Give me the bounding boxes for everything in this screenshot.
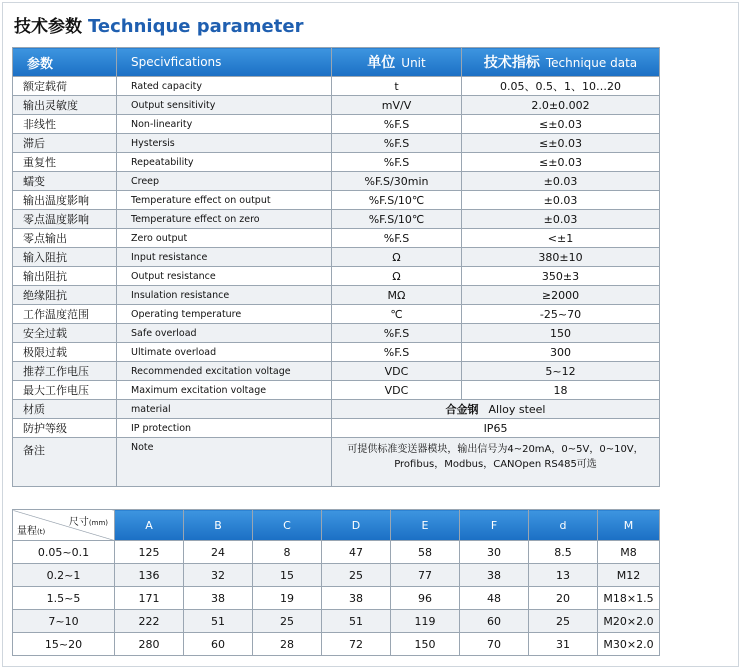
spec-en: Zero output [117,229,332,248]
spec-en: Creep [117,172,332,191]
spec-cn: 输出阻抗 [13,267,117,286]
spec-row [13,381,660,400]
dims-cell: 8 [253,541,322,564]
dims-cell: 48 [460,587,529,610]
spec-en: Temperature effect on zero [117,210,332,229]
dims-cell: 51 [322,610,391,633]
spec-unit: %F.S/10℃ [332,210,462,229]
spec-unit: ℃ [332,305,462,324]
spec-en: Output resistance [117,267,332,286]
spec-cn: 蠕变 [13,172,117,191]
spec-unit: %F.S/10℃ [332,191,462,210]
spec-cn: 材质 [13,400,117,419]
spec-cn: 输入阻抗 [13,248,117,267]
spec-unit: Ω [332,267,462,286]
spec-row-protection [13,419,660,438]
dims-cell: 70 [460,633,529,656]
dims-col-header: F [460,510,529,541]
dims-range: 0.2~1 [13,564,115,587]
spec-value: ±0.03 [462,172,660,191]
spec-en: IP protection [117,419,332,438]
spec-unit: %F.S/30min [332,172,462,191]
spec-en: Ultimate overload [117,343,332,362]
dims-row [13,633,660,656]
spec-cn: 绝缘阻抗 [13,286,117,305]
dims-col-header: A [115,510,184,541]
spec-en: Input resistance [117,248,332,267]
spec-value: 0.05、0.5、1、10…20 [462,77,660,96]
dims-cell: 171 [115,587,184,610]
dims-cell: 8.5 [529,541,598,564]
dims-cell: 72 [322,633,391,656]
dims-cell: 136 [115,564,184,587]
spec-cn: 额定载荷 [13,77,117,96]
spec-value: 150 [462,324,660,343]
notes-value [332,438,660,487]
spec-value: ≤±0.03 [462,115,660,134]
spec-unit: MΩ [332,286,462,305]
spec-row-material [13,400,660,419]
dims-cell: 119 [391,610,460,633]
spec-row [13,267,660,286]
spec-row [13,191,660,210]
spec-en: Safe overload [117,324,332,343]
spec-unit: %F.S [332,343,462,362]
dims-cell: 60 [184,633,253,656]
spec-header-row [13,48,660,77]
dims-header-row [13,510,660,541]
dims-cell: 28 [253,633,322,656]
corner-range-text: 量程 [17,526,37,537]
spec-value: 350±3 [462,267,660,286]
dims-range: 15~20 [13,633,115,656]
spec-unit: %F.S [332,324,462,343]
spec-cn: 极限过载 [13,343,117,362]
corner-size-label [69,513,108,528]
header-specs: Specivfications [117,48,332,77]
spec-row-notes [13,438,660,487]
dims-cell: 51 [184,610,253,633]
spec-en: Repeatability [117,153,332,172]
spec-value: ±0.03 [462,210,660,229]
spec-en: Hystersis [117,134,332,153]
dims-cell: M18×1.5 [598,587,660,610]
notes-line-1: 可提供标准变送器模块，输出信号为4~20mA，0~5V，0~10V， [347,444,644,455]
dims-cell: 31 [529,633,598,656]
spec-row [13,324,660,343]
dims-row [13,610,660,633]
dims-col-header: C [253,510,322,541]
dims-range: 0.05~0.1 [13,541,115,564]
dims-cell: 47 [322,541,391,564]
spec-unit: VDC [332,362,462,381]
dims-col-header: d [529,510,598,541]
dims-cell: M30×2.0 [598,633,660,656]
spec-row [13,286,660,305]
spec-value: ≤±0.03 [462,134,660,153]
dims-row [13,564,660,587]
dimensions-table [12,509,660,656]
header-unit [332,48,462,77]
dims-cell: 58 [391,541,460,564]
spec-value: ≤±0.03 [462,153,660,172]
header-data-en: Technique data [545,56,638,70]
corner-range-unit: (t) [37,528,46,536]
dims-col-header: M [598,510,660,541]
spec-cn: 零点输出 [13,229,117,248]
spec-row [13,305,660,324]
spec-en: Output sensitivity [117,96,332,115]
spec-value: ≥2000 [462,286,660,305]
corner-size-unit: (mm) [88,519,108,527]
dims-col-header: D [322,510,391,541]
spec-row [13,343,660,362]
spec-row [13,362,660,381]
spec-en: Operating temperature [117,305,332,324]
spec-unit: mV/V [332,96,462,115]
material-cn: 合金钢 [445,403,479,416]
dims-cell: 20 [529,587,598,610]
heading-en: Technique parameter [88,16,304,37]
notes-line-2: Profibus，Modbus，CANOpen RS485可选 [394,459,597,470]
dims-corner-cell [13,510,115,541]
header-param: 参数 [13,48,117,77]
dims-cell: 38 [184,587,253,610]
spec-cn: 推荐工作电压 [13,362,117,381]
spec-cn: 最大工作电压 [13,381,117,400]
spec-cn: 安全过载 [13,324,117,343]
spec-cn: 重复性 [13,153,117,172]
dims-cell: 60 [460,610,529,633]
dims-cell: 19 [253,587,322,610]
spec-cn: 非线性 [13,115,117,134]
spec-en: Note [117,438,332,487]
dims-cell: 38 [460,564,529,587]
spec-en: Maximum excitation voltage [117,381,332,400]
spec-row [13,77,660,96]
heading-cn: 技术参数 [14,17,82,37]
dims-cell: 25 [529,610,598,633]
corner-size-text: 尺寸 [68,517,89,528]
spec-en: Insulation resistance [117,286,332,305]
dims-cell: 30 [460,541,529,564]
dims-col-header: B [184,510,253,541]
spec-en: Rated capacity [117,77,332,96]
dims-cell: 13 [529,564,598,587]
dims-cell: 77 [391,564,460,587]
spec-row [13,172,660,191]
dims-cell: 280 [115,633,184,656]
dims-cell: 25 [253,610,322,633]
header-unit-cn: 单位 [367,55,396,71]
spec-row [13,96,660,115]
spec-cn: 输出温度影响 [13,191,117,210]
header-unit-en: Unit [401,56,426,70]
spec-value: 300 [462,343,660,362]
dims-cell: 150 [391,633,460,656]
dims-range: 1.5~5 [13,587,115,610]
spec-cn: 防护等级 [13,419,117,438]
spec-unit: t [332,77,462,96]
dims-cell: M20×2.0 [598,610,660,633]
dims-row [13,541,660,564]
spec-row [13,248,660,267]
spec-row [13,115,660,134]
spec-row [13,134,660,153]
spec-cn: 输出灵敏度 [13,96,117,115]
spec-cn: 零点温度影响 [13,210,117,229]
dims-cell: 96 [391,587,460,610]
spec-unit: %F.S [332,153,462,172]
spec-value: <±1 [462,229,660,248]
spec-cn: 备注 [13,438,117,487]
dims-cell: 24 [184,541,253,564]
spec-row [13,210,660,229]
dims-cell: M12 [598,564,660,587]
dims-cell: 222 [115,610,184,633]
dims-cell: 15 [253,564,322,587]
dims-cell: 38 [322,587,391,610]
corner-range-label [17,522,45,537]
spec-cn: 滞后 [13,134,117,153]
header-data-cn: 技术指标 [483,55,540,71]
spec-en: Temperature effect on output [117,191,332,210]
dims-range: 7~10 [13,610,115,633]
header-data [462,48,660,77]
dims-cell: 32 [184,564,253,587]
material-en: Alloy steel [488,403,546,416]
spec-en: material [117,400,332,419]
spec-en: Non-linearity [117,115,332,134]
dims-col-header: E [391,510,460,541]
spec-value: 5~12 [462,362,660,381]
spec-value: -25~70 [462,305,660,324]
spec-en: Recommended excitation voltage [117,362,332,381]
spec-unit: %F.S [332,115,462,134]
dims-row [13,587,660,610]
spec-unit: %F.S [332,134,462,153]
spec-row [13,229,660,248]
section-heading [14,12,303,38]
spec-value: 2.0±0.002 [462,96,660,115]
spec-unit: VDC [332,381,462,400]
spec-value: 380±10 [462,248,660,267]
spec-table [12,47,660,487]
spec-unit: Ω [332,248,462,267]
spec-value: ±0.03 [462,191,660,210]
spec-cn: 工作温度范围 [13,305,117,324]
spec-value [332,400,660,419]
dims-cell: 25 [322,564,391,587]
spec-value: IP65 [332,419,660,438]
spec-value: 18 [462,381,660,400]
spec-row [13,153,660,172]
spec-unit: %F.S [332,229,462,248]
dims-cell: 125 [115,541,184,564]
dims-cell: M8 [598,541,660,564]
